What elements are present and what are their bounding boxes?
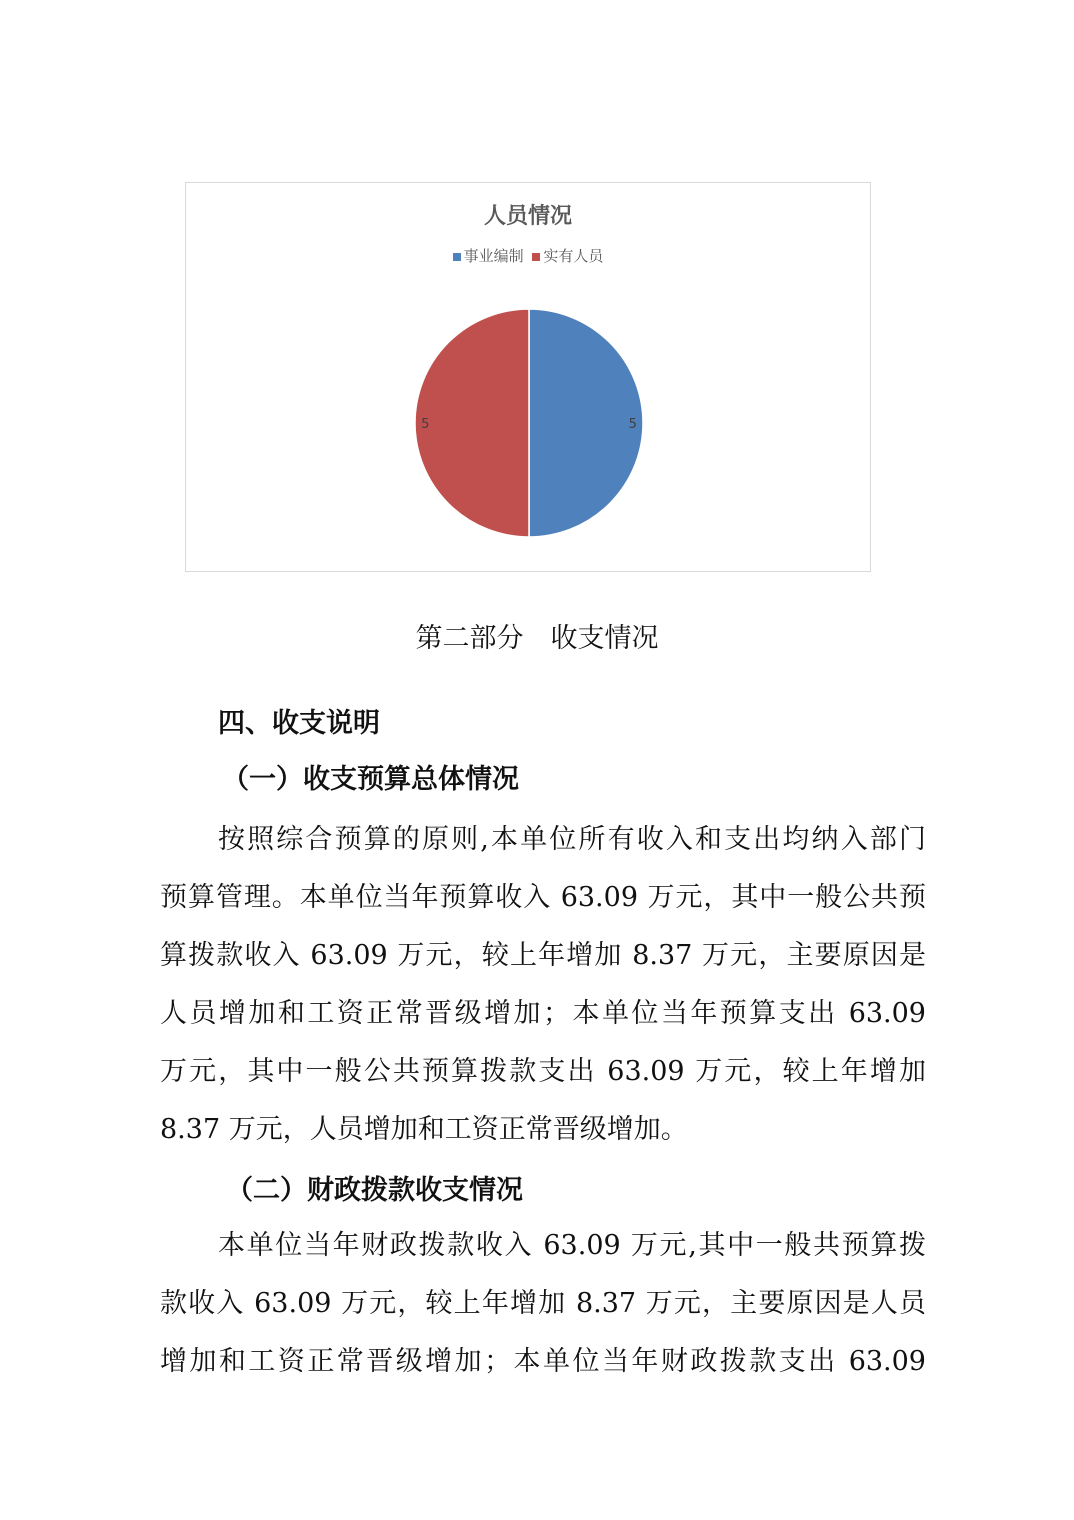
paragraph-line: 增加和工资正常晋级增加；本单位当年财政拨款支出 63.09 xyxy=(160,1346,926,1377)
heading-revenue-expenditure: 四、收支说明 xyxy=(218,708,380,739)
pie-chart xyxy=(185,182,871,572)
chart-title: 人员情况 xyxy=(483,204,572,229)
paragraph-line: 算拨款收入 63.09 万元，较上年增加 8.37 万元，主要原因是 xyxy=(160,940,926,971)
paragraph-line: 万元，其中一般公共预算拨款支出 63.09 万元，较上年增加 xyxy=(160,1056,926,1087)
pie-data-label-0: 5 xyxy=(628,417,637,432)
pie-slice-1 xyxy=(415,309,529,537)
paragraph-line: 款收入 63.09 万元，较上年增加 8.37 万元，主要原因是人员 xyxy=(160,1288,926,1319)
paragraph-line: 按照综合预算的原则,本单位所有收入和支出均纳入部门 xyxy=(218,824,926,855)
paragraph-fiscal-appropriation xyxy=(160,1217,926,1391)
legend-label-1: 实有人员 xyxy=(543,247,604,265)
pie-plot xyxy=(186,183,872,573)
paragraph-line: 人员增加和工资正常晋级增加；本单位当年预算支出 63.09 xyxy=(160,998,926,1029)
pie-slice-0 xyxy=(529,309,643,537)
section-title: 第二部分 收支情况 xyxy=(415,623,659,654)
heading-fiscal-appropriation: （二）财政拨款收支情况 xyxy=(226,1175,523,1206)
paragraph-budget-overview xyxy=(160,811,926,1159)
paragraph-line: 预算管理。本单位当年预算收入 63.09 万元，其中一般公共预 xyxy=(160,882,926,913)
pie-data-label-1: 5 xyxy=(421,417,430,432)
paragraph-line: 本单位当年财政拨款收入 63.09 万元,其中一般共预算拨 xyxy=(218,1230,926,1261)
heading-budget-overview: （一）收支预算总体情况 xyxy=(222,764,519,795)
paragraph-line: 8.37 万元，人员增加和工资正常晋级增加。 xyxy=(160,1114,688,1145)
legend-label-0: 事业编制 xyxy=(463,247,524,265)
